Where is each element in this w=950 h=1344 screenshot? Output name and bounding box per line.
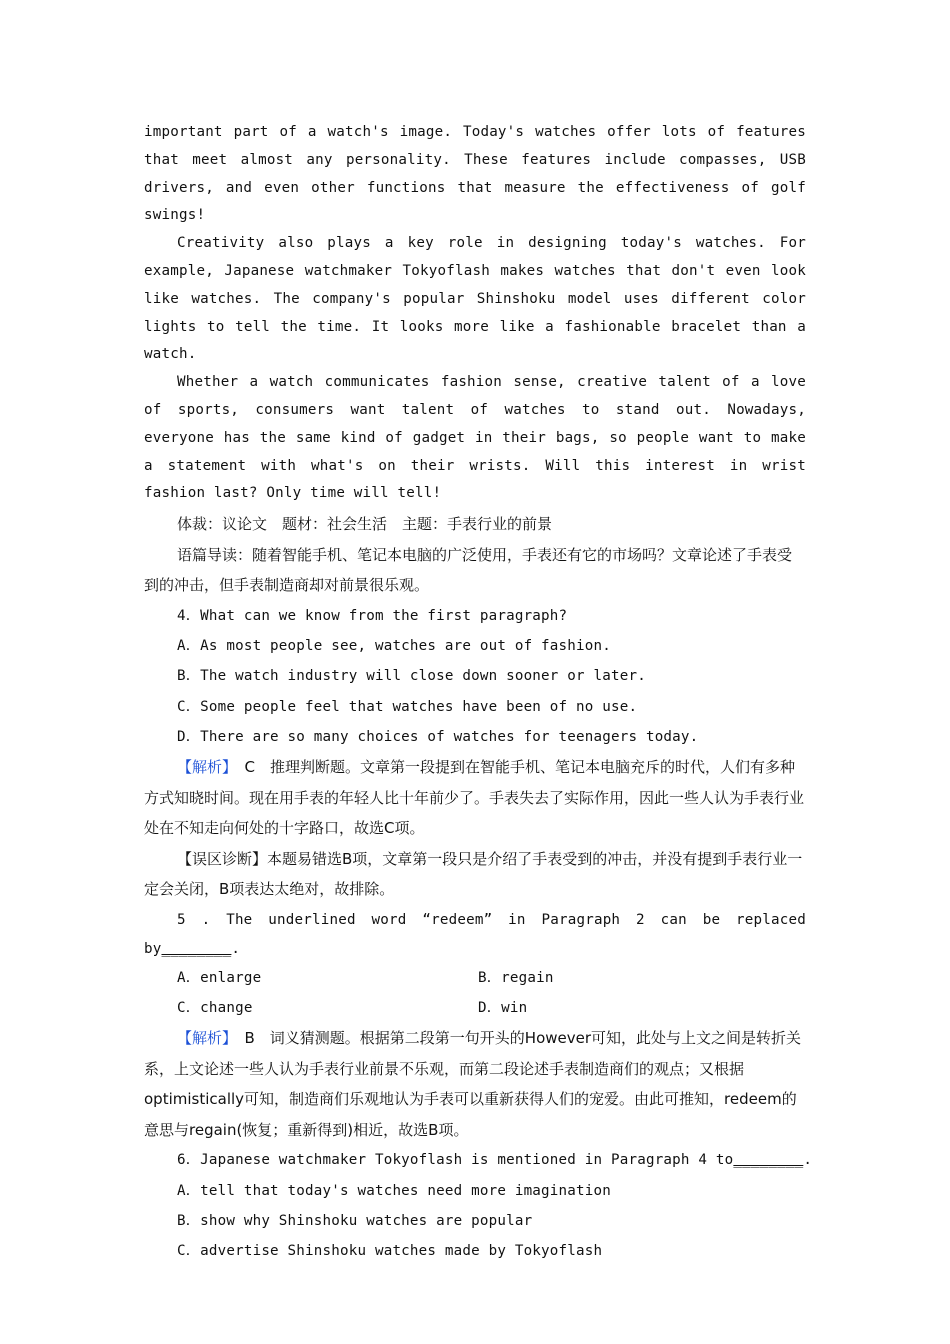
question-6-stem-text: 6．Japanese watchmaker Tokyoflash is mentioned in Paragraph 4 to — [177, 1152, 734, 1169]
answer-blank: ________ — [733, 1152, 804, 1169]
question-5-option-a: A．enlarge — [177, 969, 262, 986]
passage-paragraph-2: Creativity also plays a key role in designing today's watches. For example, Japanese watchmaker Tokyoflash makes watches that don't even look like watches. The company's popular Shinshoku model uses different color lights to tell the time. It looks more like a fashionable bracelet than a watch. — [144, 235, 806, 363]
question-5-analysis — [144, 1023, 806, 1145]
question-6-option-a: A．tell that today's watches need more imagination — [177, 1182, 611, 1199]
question-6-option-c: C．advertise Shinshoku watches made by Tokyoflash — [177, 1242, 603, 1259]
question-4-option-c: C．Some people feel that watches have been of no use. — [177, 698, 638, 715]
question-5-option-d: D．win — [478, 999, 528, 1016]
passage-paragraph-1-continued: important part of a watch's image. Today's watches offer lots of features that meet almost any personality. These features include compasses, USB drivers, and even other functions that measure the effectiveness of golf swings! — [144, 124, 806, 224]
analysis-tag: 【解析】 — [177, 757, 230, 776]
answer-blank: ________ — [161, 940, 232, 957]
question-6-option-b: B．show why Shinshoku watches are popular — [177, 1212, 533, 1229]
passage-guide: 语篇导读：随着智能手机、笔记本电脑的广泛使用，手表还有它的市场吗？文章论述了手表受到的冲击，但手表制造商却对前景很乐观。 — [144, 545, 793, 595]
question-4-analysis-text: C 推理判断题。文章第一段提到在智能手机、笔记本电脑充斥的时代，人们有多种方式知晓时间。现在用手表的年轻人比十年前少了。手表失去了实际作用，因此一些人认为手表行业处在不知走向何处的十字路口，故选C项。 — [144, 757, 805, 838]
passage-paragraph-3: Whether a watch communicates fashion sense, creative talent of a love of sports, consumers want talent of watches to stand out. Nowadays, everyone has the same kind of gadget in their bags, so people want to make a statement with what's on their wrists. Will this interest in wrist fashion last? Only time will tell! — [144, 374, 806, 502]
question-5-stem: 5 . The underlined word “redeem” in Paragraph 2 can be replaced — [177, 911, 806, 928]
question-4-analysis — [144, 752, 806, 844]
question-6-stem — [144, 1145, 813, 1175]
question-5-analysis-text: B 词义猜测题。根据第二段第一句开头的However可知，此处与上文之间是转折关系，上文论述一些人认为手表行业前景不乐观，而第二段论述手表制造商们的观点；又根据optimistically可知，制造商们乐观地认为手表可以重新获得人们的宠爱。由此可推知，redeem的意思与regain(恢复；重新得到)相近，故选B项。 — [144, 1028, 802, 1139]
genre-topic-line: 体裁：议论文 题材：社会生活 主题：手表行业的前景 — [177, 515, 553, 534]
question-4-option-b: B．The watch industry will close down sooner or later. — [177, 668, 646, 685]
question-4-option-d: D．There are so many choices of watches for teenagers today. — [177, 728, 699, 745]
question-5-option-c: C．change — [177, 999, 253, 1016]
question-4-option-a: A．As most people see, watches are out of fashion. — [177, 638, 611, 655]
question-4-diagnosis: 【误区诊断】本题易错选B项，文章第一段只是介绍了手表受到的冲击，并没有提到手表行业一定会关闭，B项表达太绝对，故排除。 — [144, 849, 803, 899]
question-5-stem-continued — [144, 935, 806, 963]
analysis-tag: 【解析】 — [177, 1028, 230, 1047]
question-5-stem-end: . — [231, 940, 241, 957]
question-5-options-row-1 — [144, 963, 806, 993]
reading-passage — [144, 119, 806, 508]
document-page — [144, 119, 813, 1266]
question-5-options-row-2 — [144, 993, 806, 1023]
question-6-stem-end: . — [803, 1152, 813, 1169]
question-5-option-b: B．regain — [478, 969, 554, 986]
question-4-stem: 4．What can we know from the first paragraph? — [177, 607, 568, 624]
question-5-stem-by: by — [144, 940, 162, 957]
